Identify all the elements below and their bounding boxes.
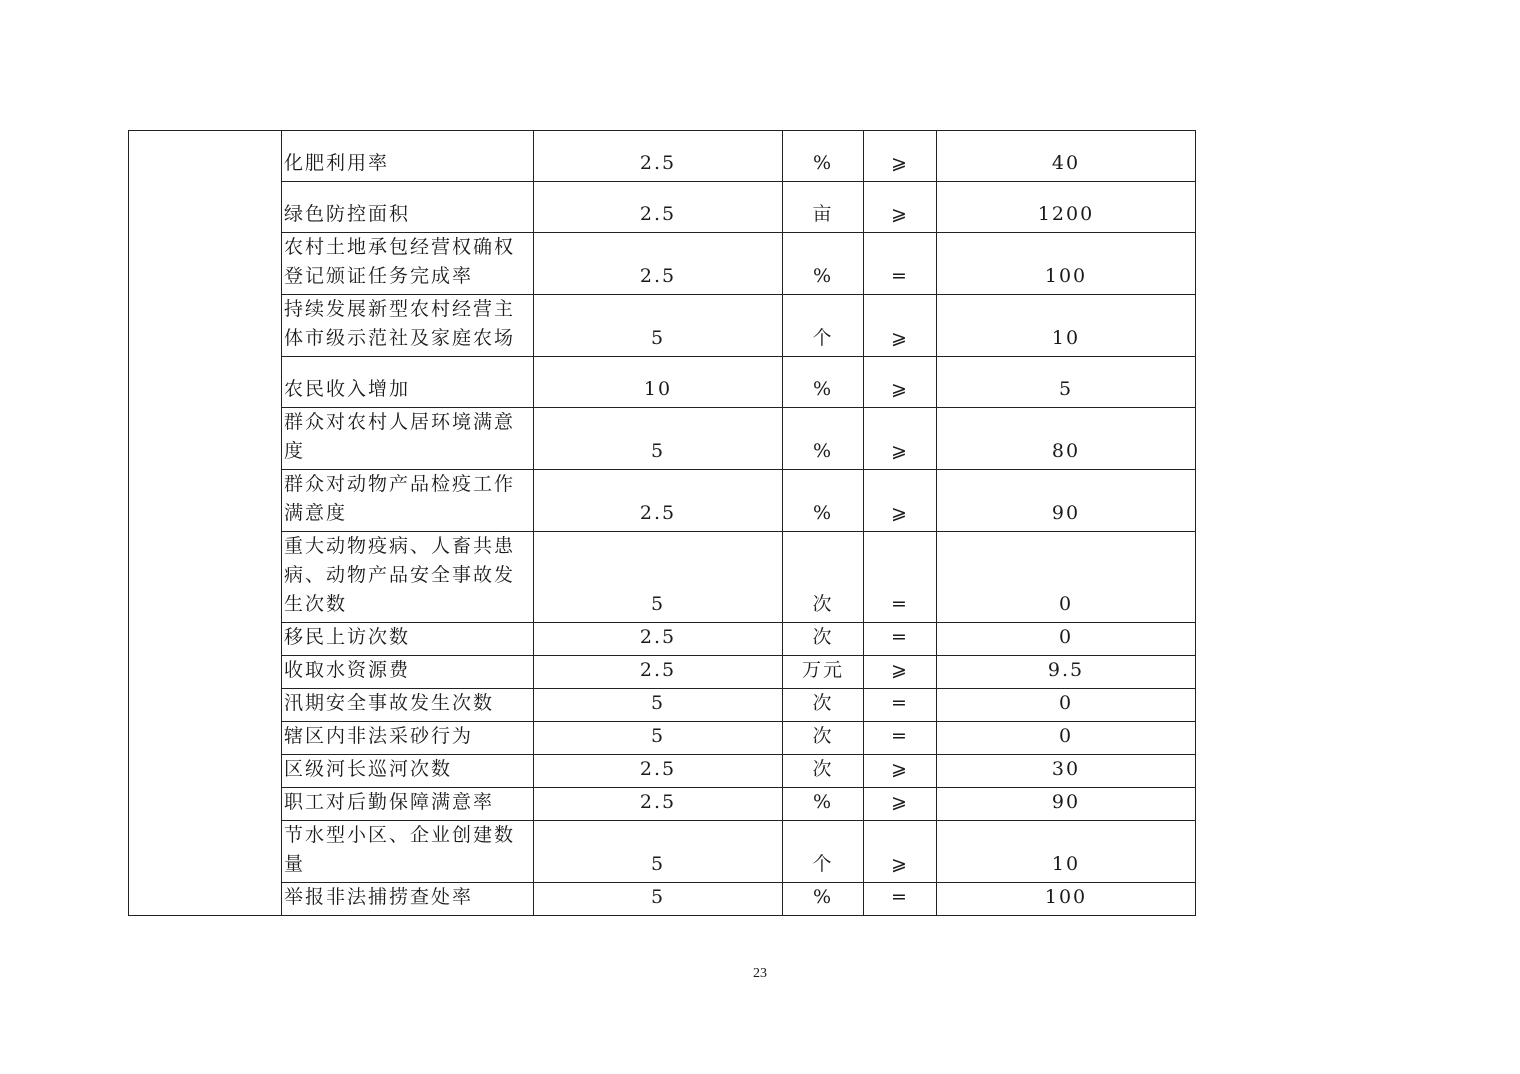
unit-cell: % — [783, 883, 864, 916]
score-cell: 2.5 — [534, 755, 783, 788]
indicator-name-cell: 节水型小区、企业创建数量 — [282, 821, 534, 883]
target-value-cell: 100 — [937, 233, 1196, 295]
table-row — [129, 233, 1196, 295]
unit-cell: % — [783, 233, 864, 295]
indicator-name-cell: 绿色防控面积 — [282, 182, 534, 233]
score-cell: 5 — [534, 689, 783, 722]
target-value-cell: 10 — [937, 821, 1196, 883]
indicator-name-cell: 重大动物疫病、人畜共患病、动物产品安全事故发生次数 — [282, 532, 534, 623]
target-value-cell: 10 — [937, 295, 1196, 357]
table-row — [129, 408, 1196, 470]
page-number: 23 — [753, 966, 767, 981]
unit-cell: 个 — [783, 821, 864, 883]
table-row — [129, 722, 1196, 755]
operator-cell: = — [864, 883, 937, 916]
indicator-name-cell: 农村土地承包经营权确权登记颁证任务完成率 — [282, 233, 534, 295]
operator-cell: = — [864, 689, 937, 722]
operator-cell: ⩾ — [864, 788, 937, 821]
table-row — [129, 689, 1196, 722]
target-value-cell: 80 — [937, 408, 1196, 470]
unit-cell: 个 — [783, 295, 864, 357]
indicator-name-cell: 辖区内非法采砂行为 — [282, 722, 534, 755]
target-value-cell: 0 — [937, 689, 1196, 722]
operator-cell: = — [864, 532, 937, 623]
unit-cell: 万元 — [783, 656, 864, 689]
unit-cell: 次 — [783, 755, 864, 788]
target-value-cell: 30 — [937, 755, 1196, 788]
operator-cell: = — [864, 233, 937, 295]
table-row — [129, 656, 1196, 689]
operator-cell: ⩾ — [864, 656, 937, 689]
unit-cell: 次 — [783, 722, 864, 755]
unit-cell: 次 — [783, 623, 864, 656]
score-cell: 2.5 — [534, 788, 783, 821]
indicator-name-cell: 职工对后勤保障满意率 — [282, 788, 534, 821]
indicator-name-cell: 举报非法捕捞查处率 — [282, 883, 534, 916]
performance-indicator-table — [128, 130, 1196, 916]
score-cell: 2.5 — [534, 233, 783, 295]
unit-cell: % — [783, 131, 864, 182]
unit-cell: 亩 — [783, 182, 864, 233]
operator-cell: ⩾ — [864, 295, 937, 357]
indicator-name-cell: 移民上访次数 — [282, 623, 534, 656]
table-row — [129, 623, 1196, 656]
table-row — [129, 788, 1196, 821]
unit-cell: % — [783, 788, 864, 821]
score-cell: 10 — [534, 357, 783, 408]
score-cell: 2.5 — [534, 182, 783, 233]
target-value-cell: 90 — [937, 470, 1196, 532]
score-cell: 5 — [534, 722, 783, 755]
unit-cell: 次 — [783, 689, 864, 722]
score-cell: 5 — [534, 408, 783, 470]
target-value-cell: 0 — [937, 532, 1196, 623]
operator-cell: ⩾ — [864, 408, 937, 470]
target-value-cell: 0 — [937, 623, 1196, 656]
operator-cell: ⩾ — [864, 755, 937, 788]
operator-cell: ⩾ — [864, 470, 937, 532]
target-value-cell: 1200 — [937, 182, 1196, 233]
table-row — [129, 470, 1196, 532]
operator-cell: = — [864, 722, 937, 755]
score-cell: 2.5 — [534, 656, 783, 689]
target-value-cell: 0 — [937, 722, 1196, 755]
table-row — [129, 131, 1196, 182]
unit-cell: % — [783, 408, 864, 470]
table-row — [129, 295, 1196, 357]
operator-cell: ⩾ — [864, 821, 937, 883]
score-cell: 5 — [534, 821, 783, 883]
indicator-name-cell: 群众对农村人居环境满意度 — [282, 408, 534, 470]
unit-cell: 次 — [783, 532, 864, 623]
score-cell: 5 — [534, 883, 783, 916]
score-cell: 5 — [534, 532, 783, 623]
score-cell: 2.5 — [534, 470, 783, 532]
table-row — [129, 357, 1196, 408]
score-cell: 5 — [534, 295, 783, 357]
operator-cell: = — [864, 623, 937, 656]
table-row — [129, 883, 1196, 916]
table-row — [129, 755, 1196, 788]
table-row — [129, 182, 1196, 233]
indicator-name-cell: 汛期安全事故发生次数 — [282, 689, 534, 722]
operator-cell: ⩾ — [864, 131, 937, 182]
operator-cell: ⩾ — [864, 182, 937, 233]
table-row — [129, 821, 1196, 883]
target-value-cell: 5 — [937, 357, 1196, 408]
target-value-cell: 100 — [937, 883, 1196, 916]
table-body — [129, 131, 1196, 916]
indicator-name-cell: 农民收入增加 — [282, 357, 534, 408]
target-value-cell: 90 — [937, 788, 1196, 821]
indicator-name-cell: 持续发展新型农村经营主体市级示范社及家庭农场 — [282, 295, 534, 357]
table-row — [129, 532, 1196, 623]
operator-cell: ⩾ — [864, 357, 937, 408]
indicator-name-cell: 收取水资源费 — [282, 656, 534, 689]
target-value-cell: 9.5 — [937, 656, 1196, 689]
indicator-name-cell: 化肥利用率 — [282, 131, 534, 182]
category-cell — [129, 131, 282, 916]
score-cell: 2.5 — [534, 131, 783, 182]
indicator-name-cell: 区级河长巡河次数 — [282, 755, 534, 788]
target-value-cell: 40 — [937, 131, 1196, 182]
score-cell: 2.5 — [534, 623, 783, 656]
indicator-name-cell: 群众对动物产品检疫工作满意度 — [282, 470, 534, 532]
unit-cell: % — [783, 357, 864, 408]
unit-cell: % — [783, 470, 864, 532]
